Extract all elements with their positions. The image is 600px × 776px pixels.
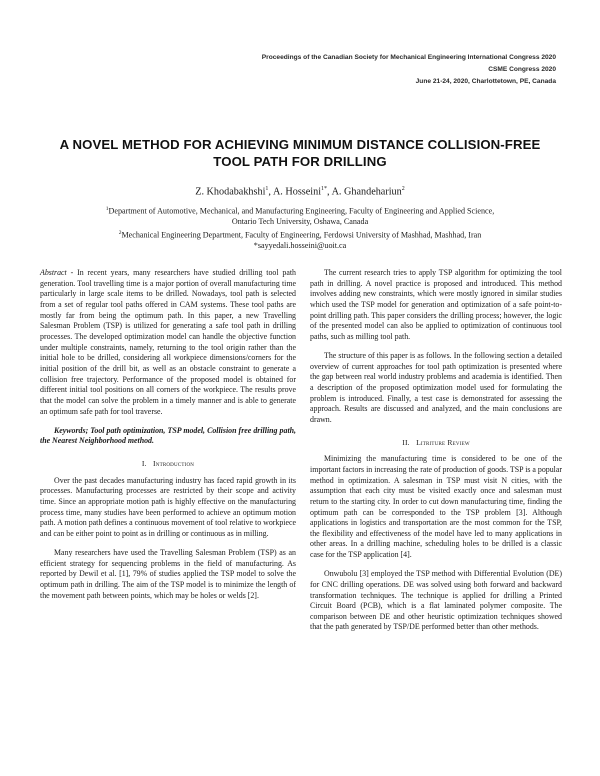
intro-paragraph-1: Over the past decades manufacturing industry has faced rapid growth in its processes. Manufacturing processes are restricted by their scope and activity time. Since an appropriate motion path is highly effective on the manufacturing process time, many studies have been performed to achieve an optimum motion path. A motion path defines a continuous movement of tool relative to workpiece and can be either point to point as in drilling or continuous as in milling. (40, 475, 296, 538)
author-2-sup: 1* (321, 186, 328, 192)
lit-paragraph-2: Onwubolu [3] employed the TSP method with Differential Evolution (DE) for CNC drilling operations. DE was solved using both forward and backward transformation techniques. The technique is applied for drilling a Printed Circuit Board (PCB), which is a flat laminated polymer composite. The comparison between DE and other heuristic optimization techniques showed that the path generated by TSP/DE performed better than other methods. (310, 569, 562, 632)
affiliations (30, 204, 570, 252)
abstract (40, 268, 296, 417)
section2-title: Litriture Review (416, 437, 470, 447)
aff2-line1: Mechanical Engineering Department, Faculty of Engineering, Ferdowsi University of Mashhad, Mashhad, Iran (121, 230, 482, 240)
title-line-2: TOOL PATH FOR DRILLING (213, 154, 387, 169)
intro-paragraph-2: Many researchers have used the Travelling Salesman Problem (TSP) as an efficient strategy for sequencing problems in the field of manufacturing. As reported by Dewil et al. [1], 79% of studies applied the TSP model to solve the optimum path in drilling. The aim of the TSP model is to minimize the length of the movement path between points, which may be holes or welds [2]. (40, 547, 296, 600)
keywords: Keywords; Tool path optimization, TSP model, Collision free drilling path, the Nearest Neighborhood method. (40, 425, 296, 446)
right-paragraph-2: The structure of this paper is as follows. In the following section a detailed overview of current approaches for tool path optimization is presented where the gap between real world industry problems and academia is identified. Then a description of the proposed optimization model used for formulating the problem is introduced. Finally, a test case is demonstrated for assessing the approach. Results are discussed and analyzed, and the main conclusions are drawn. (310, 350, 562, 424)
section1-numeral: I. (141, 458, 147, 468)
author-2: A. Hosseini (272, 186, 322, 198)
author-1-sup: 1 (265, 186, 269, 192)
aff2-sup: 2 (118, 229, 122, 236)
header-proceedings: Proceedings of the Canadian Society for Mechanical Engineering International Congress 2020 (261, 54, 556, 61)
abstract-text: - In recent years, many researchers have studied drilling tool path generation. Tool travelling time is a major portion of overall manufacturing time particularly in large scale items to be drilled. Nowadays, tool path is selected from a set of regular tool paths offered in CAM systems. These tool paths are mostly far from being the optimum path. In this paper, a new Travelling Salesman Problem (TSP) is utilized for generating a safe tool path in drilling processes. The developed optimization model can handle the objective function under multiple constraints, namely, returning to the tool origin rather than the initial hole to be drilled, considering all workpiece dimensions/corners for the initial position of the drill bit, as well as an obstacle constraint to generate a collision free trajectory. Performance of the proposed model is obtained for different initial tool positions on all corners of the workpiece. The results prove that the model can solve the problem in a timely manner and is able to generate an optimum safe path for tool traverse. (40, 268, 296, 416)
section2-numeral: II. (402, 437, 410, 447)
header-congress: CSME Congress 2020 (488, 66, 556, 73)
author-3-sup: 2 (401, 186, 405, 192)
title-line-1: A NOVEL METHOD FOR ACHIEVING MINIMUM DISTANCE COLLISION-FREE (59, 137, 541, 152)
author-list: Z. Khodabakhshi$^1$, A. Hosseini$^{1*}$, A. Ghandehariun$^2$ (195, 186, 405, 198)
aff1-sup: 1 (105, 206, 109, 212)
aff1-line2: Ontario Tech University, Oshawa, Canada (231, 217, 369, 227)
right-paragraph-1: The current research tries to apply TSP algorithm for optimizing the tool path in drilling. A novel practice is proposed and introduced. This method involves adding new constraints, which were mostly ignored in similar studies which used the TSP model for generation and optimization of a safe point-to-point drilling path. This paper considers the drilling process; however, the logic of the presented model can also be applied to optimization of continuous tool paths, such as milling tool path. (310, 268, 562, 341)
corresponding-email: *sayyedali.hosseini@uoit.ca (253, 241, 347, 251)
section1-title: Introduction (153, 458, 195, 468)
header-dates: June 21-24, 2020, Charlottetown, PE, Canada (415, 78, 556, 85)
lit-paragraph-1: Minimizing the manufacturing time is considered to be one of the important factors in increasing the rate of production of goods. TSP is a popular method in optimization. A salesman in TSP must visit N cities, with the assumption that each city must be visited exactly once and salesman must return to the starting city. In order to cut down manufacturing time, finding the optimum path can be corresponded to the TSP problem [3]. Although applications in logistics and transportation are the most common for the TSP, the flexibility and effectiveness of the model have led to many applications in other areas. In a drilling machine, scheduling holes to be drilled is a classic case for the TSP application [4]. (310, 454, 563, 560)
section-heading-introduction (40, 459, 296, 470)
left-column (40, 268, 296, 610)
author-3: A. Ghandehariun (331, 186, 402, 198)
author-1: Z. Khodabakhshi (195, 186, 266, 198)
section-heading-literature (310, 438, 562, 449)
right-column (310, 268, 562, 642)
paper-title (30, 136, 570, 170)
abstract-label: Abstract (40, 268, 67, 277)
aff1-line1: Department of Automotive, Mechanical, and Manufacturing Engineering, Faculty of Engineering and Applied Science, (108, 206, 495, 216)
